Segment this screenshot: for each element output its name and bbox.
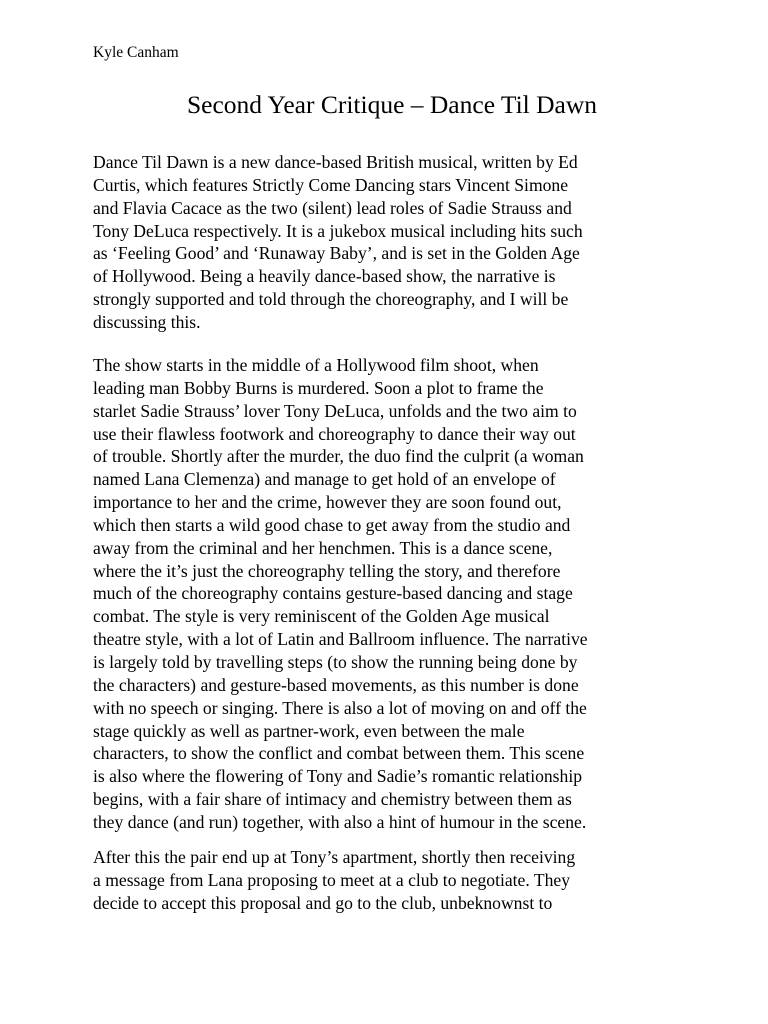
text-line: with no speech or singing. There is also a lot of moving on and off the [93,697,587,718]
text-line: The show starts in the middle of a Hollywood film shoot, when [93,355,539,375]
text-line: a message from Lana proposing to meet at a club to negotiate. They [93,869,570,890]
text-line: they dance (and run) together, with also a hint of humour in the scene. [93,811,587,832]
author-name: Kyle Canham [93,44,179,61]
paragraph-apartment [93,846,575,915]
text-line: as ‘Feeling Good’ and ‘Runaway Baby’, and is set in the Golden Age [93,243,580,264]
text-line: Dance Til Dawn is a new dance-based British musical, written by Ed [93,152,578,172]
text-line: strongly supported and told through the choreography, and I will be [93,289,569,310]
text-line: theatre style, with a lot of Latin and Ballroom influence. The narrative [93,629,588,650]
text-line: stage quickly as well as partner-work, even between the male [93,720,525,741]
text-line: of Hollywood. Being a heavily dance-based show, the narrative is [93,266,556,287]
text-line: where the it’s just the choreography telling the story, and therefore [93,560,561,581]
text-line: starlet Sadie Strauss’ lover Tony DeLuca, unfolds and the two aim to [93,400,577,421]
text-line: which then starts a wild good chase to get away from the studio and [93,514,571,535]
document-title: Second Year Critique – Dance Til Dawn [186,90,598,119]
text-line: is largely told by travelling steps (to show the running being done by [93,651,578,672]
text-line: of trouble. Shortly after the murder, the duo find the culprit (a woman [93,446,584,467]
text-line: named Lana Clemenza) and manage to get hold of an envelope of [93,469,556,490]
text-line: away from the criminal and her henchmen. This is a dance scene, [93,537,553,558]
text-line: importance to her and the crime, however they are soon found out, [93,492,562,513]
text-line: combat. The style is very reminiscent of the Golden Age musical [93,606,550,627]
text-line: the characters) and gesture-based movements, as this number is done [93,674,579,695]
text-line: much of the choreography contains gesture-based dancing and stage [93,583,573,604]
text-line: decide to accept this proposal and go to the club, unbeknownst to [93,892,553,913]
text-line: Tony DeLuca respectively. It is a jukebox musical including hits such [93,220,583,241]
text-line: is also where the flowering of Tony and Sadie’s romantic relationship [93,766,582,787]
text-line: Curtis, which features Strictly Come Dancing stars Vincent Simone [93,174,569,195]
paragraph-intro [93,151,583,334]
text-line: After this the pair end up at Tony’s apartment, shortly then receiving [93,847,576,867]
text-line: use their flawless footwork and choreography to dance their way out [93,423,576,444]
text-line: leading man Bobby Burns is murdered. Soon a plot to frame the [93,377,544,398]
text-line: begins, with a fair share of intimacy and chemistry between them as [93,789,572,810]
paragraph-plot [93,354,588,834]
text-line: discussing this. [93,311,201,332]
text-line: and Flavia Cacace as the two (silent) lead roles of Sadie Strauss and [93,197,572,218]
text-line: characters, to show the conflict and combat between them. This scene [93,743,585,764]
